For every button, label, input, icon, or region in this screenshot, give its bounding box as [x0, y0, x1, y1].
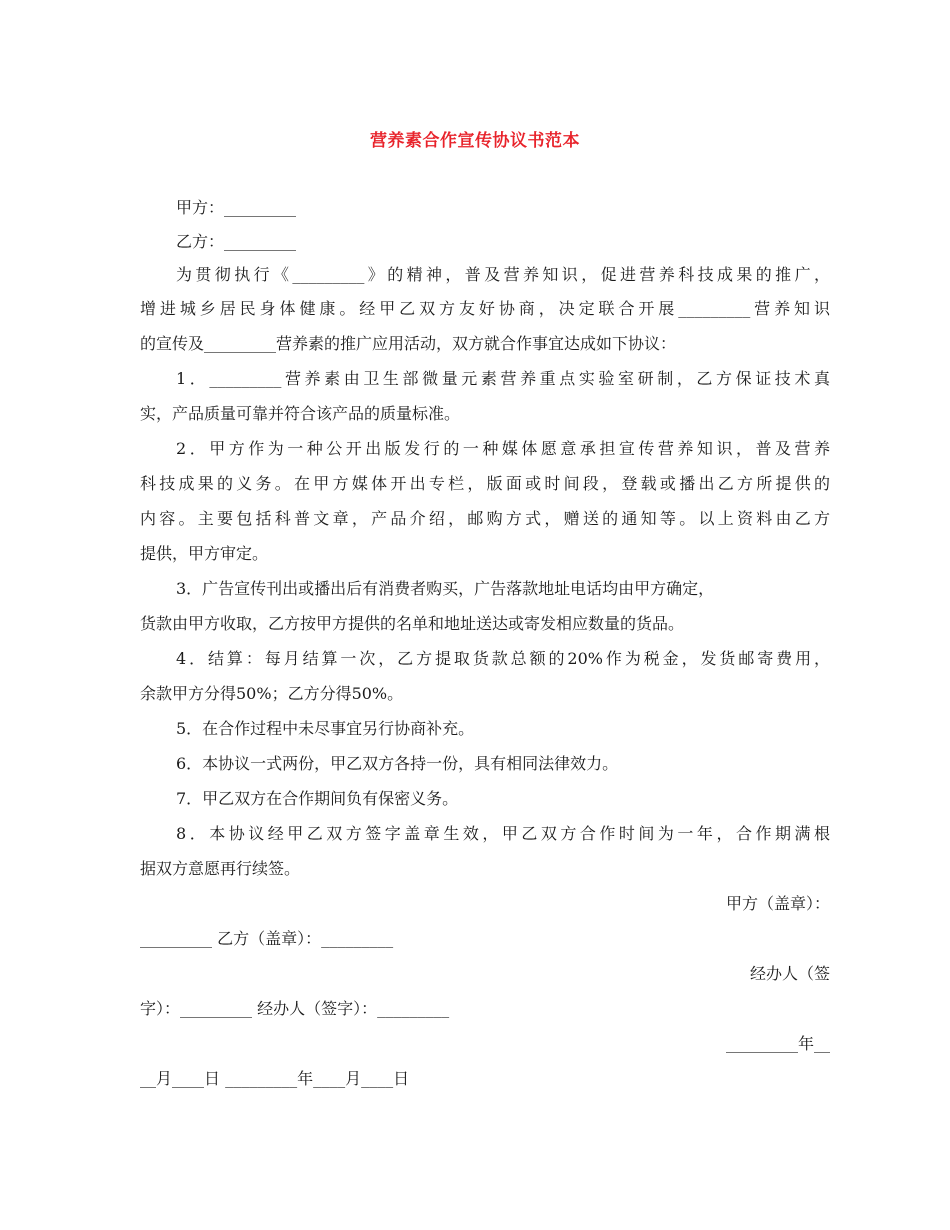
clause-5-line: 5．在合作过程中未尽事宜另行协商补充。 [176, 719, 475, 738]
clause-8-line-2: 据双方意愿再行续签。 [140, 859, 301, 878]
clause-4-line-2: 余款甲方分得50%；乙方分得50%。 [140, 684, 404, 703]
clause-1-line-1: 1．_________营养素由卫生部微量元素营养重点实验室研制，乙方保证技术真 [176, 369, 830, 388]
document-title: 营养素合作宣传协议书范本 [370, 131, 580, 151]
clause-7-line: 7．甲乙双方在合作期间负有保密义务。 [176, 789, 459, 808]
clause-2-line-2: 科技成果的义务。在甲方媒体开出专栏，版面或时间段，登载或播出乙方所提供的 [140, 474, 830, 493]
clause-2-line-3: 内容。主要包括科普文章，产品介绍，邮购方式，赠送的通知等。以上资料由乙方 [140, 509, 830, 528]
party-a-line: 甲方：_________ [176, 198, 297, 217]
intro-line-3: 的宣传及_________营养素的推广应用活动，双方就合作事宜达成如下协议： [140, 334, 677, 353]
clause-2-line-1: 2．甲方作为一种公开出版发行的一种媒体愿意承担宣传营养知识，普及营养 [176, 439, 830, 458]
clause-3-line-1: 3．广告宣传刊出或播出后有消费者购买，广告落款地址电话均由甲方确定， [176, 579, 715, 598]
party-a-seal-label: 甲方（盖章）： [725, 894, 830, 913]
date-line-start: _________年__ [725, 1034, 830, 1053]
intro-line-1: 为贯彻执行《_________》的精神，普及营养知识，促进营养科技成果的推广， [176, 265, 830, 284]
clause-2-line-4: 提供，甲方审定。 [140, 544, 269, 563]
clause-4-line-1: 4．结算：每月结算一次，乙方提取货款总额的20%作为税金，发货邮寄费用， [176, 649, 830, 668]
agent-sign-line: 字）：_________ 经办人（签字）：_________ [140, 999, 450, 1018]
clause-3-line-2: 货款由甲方收取，乙方按甲方提供的名单和地址送达或寄发相应数量的货品。 [140, 614, 685, 633]
clause-1-line-2: 实，产品质量可靠并符合该产品的质量标准。 [140, 404, 461, 423]
clause-8-line-1: 8．本协议经甲乙双方签字盖章生效，甲乙双方合作时间为一年，合作期满根 [176, 824, 830, 843]
date-line: __月____日 _________年____月____日 [140, 1069, 410, 1088]
seal-line: _________ 乙方（盖章）：_________ [140, 929, 394, 948]
agent-sign-label-start: 经办人（签 [749, 964, 830, 983]
party-b-line: 乙方：_________ [176, 232, 297, 251]
intro-line-2: 增进城乡居民身体健康。经甲乙双方友好协商，决定联合开展_________营养知识 [140, 299, 830, 318]
clause-6-line: 6．本协议一式两份，甲乙双方各持一份，具有相同法律效力。 [176, 754, 619, 773]
